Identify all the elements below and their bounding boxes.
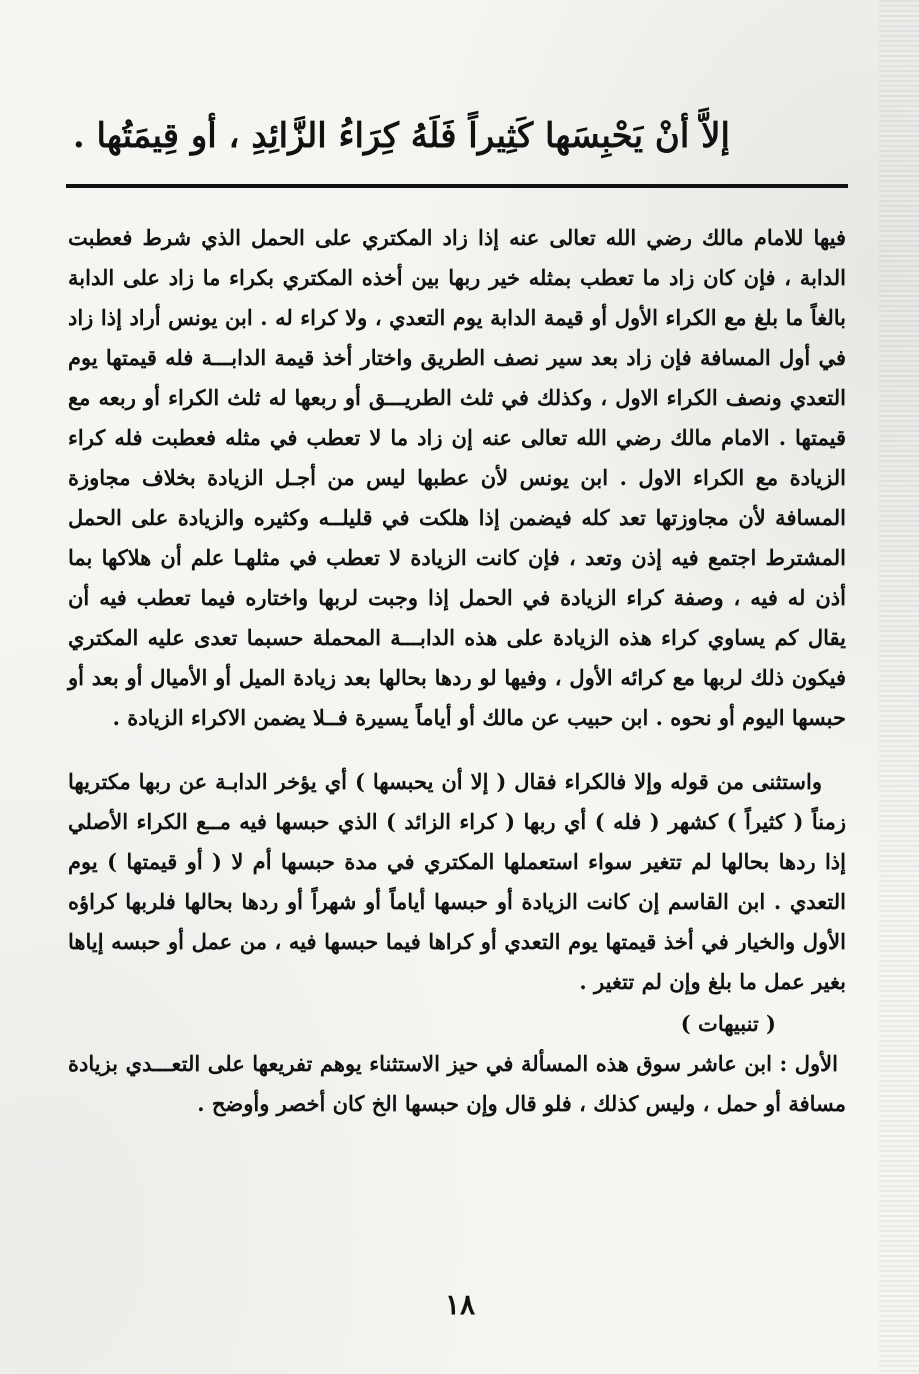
paragraph-3: الأول : ابن عاشر سوق هذه المسألة في حيز الاستثناء يوهم تفريعها على التعـــدي بزيادة مسافة أو حمل ، وليس كذلك ، فلو قال وإن حبسها الخ كان أخصر وأوضح . [68, 1051, 846, 1116]
paragraph-2: واستثنى من قوله وإلا فالكراء فقال ( إلا أن يحبسها ) أي يؤخر الدابـة عن ربها مكتريها زمناً ( كثيراً ) كشهر ( فله ) أي ربها ( كراء الزائد ) الذي حبسها فيه مــع الكراء الأصلي إذا ردها بحالها لم تتغير سواء استعملها المكتري في مدة حبسها أم لا ( أو قيمتها ) يوم التعدي . ابن القاسم إن كانت الزيادة أو حبسها أياماً أو شهراً أو ردها بحالها فلربها كراؤه الأول والخيار في أخذ قيمتها يوم التعدي أو كراها فيما حبسها فيه ، من عمل أو حبسه إياها بغير عمل ما بلغ وإن لم تتغير . [68, 769, 846, 994]
page-header-verse: إلاَّ أنْ يَحْبِسَها كَثِيراً فَلَهُ كِرَاءُ الزَّائِدِ ، أو قِيمَتُها . [72, 116, 730, 156]
page-number: ١٨ [444, 1288, 476, 1321]
paragraph-1: فيها للامام مالك رضي الله تعالى عنه إذا زاد المكتري على الحمل الذي شرط فعطبت الدابة ، فإن كان زاد ما تعطب بمثله خير ربها بين أخذه المكتري بكراء ما زاد على الدابة بالغاً ما بلغ مع الكراء الأول أو قيمة الدابة يوم التعدي ، ولا كراء له . ابن يونس أراد إذا زاد في أول المسافة فإن زاد بعد سير نصف الطريق واختار أخذ قيمة الدابـــة فله قيمتها يوم التعدي ونصف الكراء الاول ، وكذلك في ثلث الطريـــق أو ربعها له ثلث الكراء أو ربعه مع قيمتها . الامام مالك رضي الله تعالى عنه إن زاد ما لا تعطب في مثله فعطبت فله كراء الزيادة مع الكراء الاول . ابن يونس لأن عطبها ليس من أجـل الزيادة بخلاف مجاوزة المسافة لأن مجاوزتها تعد كله فيضمن إذا هلكت في قليلــه وكثيره والزيادة على الحمل المشترط اجتمع فيه إذن وتعد ، فإن كانت الزيادة لا تعطب في مثلهـا علم أن هلاكها بما أذن له فيه ، وصفة كراء الزيادة في الحمل إذا وجبت لربها واختاره فيما تعطب فيه أن يقال كم يساوي كراء هذه الزيادة على هذه الدابـــة المحملة حسبما تعدى عليه المكتري فيكون ذلك لربها مع كرائه الأول ، وفيها لو ردها بحالها بعد زيادة الميل أو الأميال أو بعد أو حبسها اليوم أو نحوه . ابن حبيب عن مالك أو أياماً يسيرة فــلا يضمن الاكراء الزيادة . [68, 225, 846, 730]
scan-edge-shadow [879, 0, 919, 1374]
section-heading-notes: ( تنبيهات ) [680, 1011, 776, 1036]
commentary-body [68, 218, 846, 1124]
header-rule [66, 184, 848, 188]
